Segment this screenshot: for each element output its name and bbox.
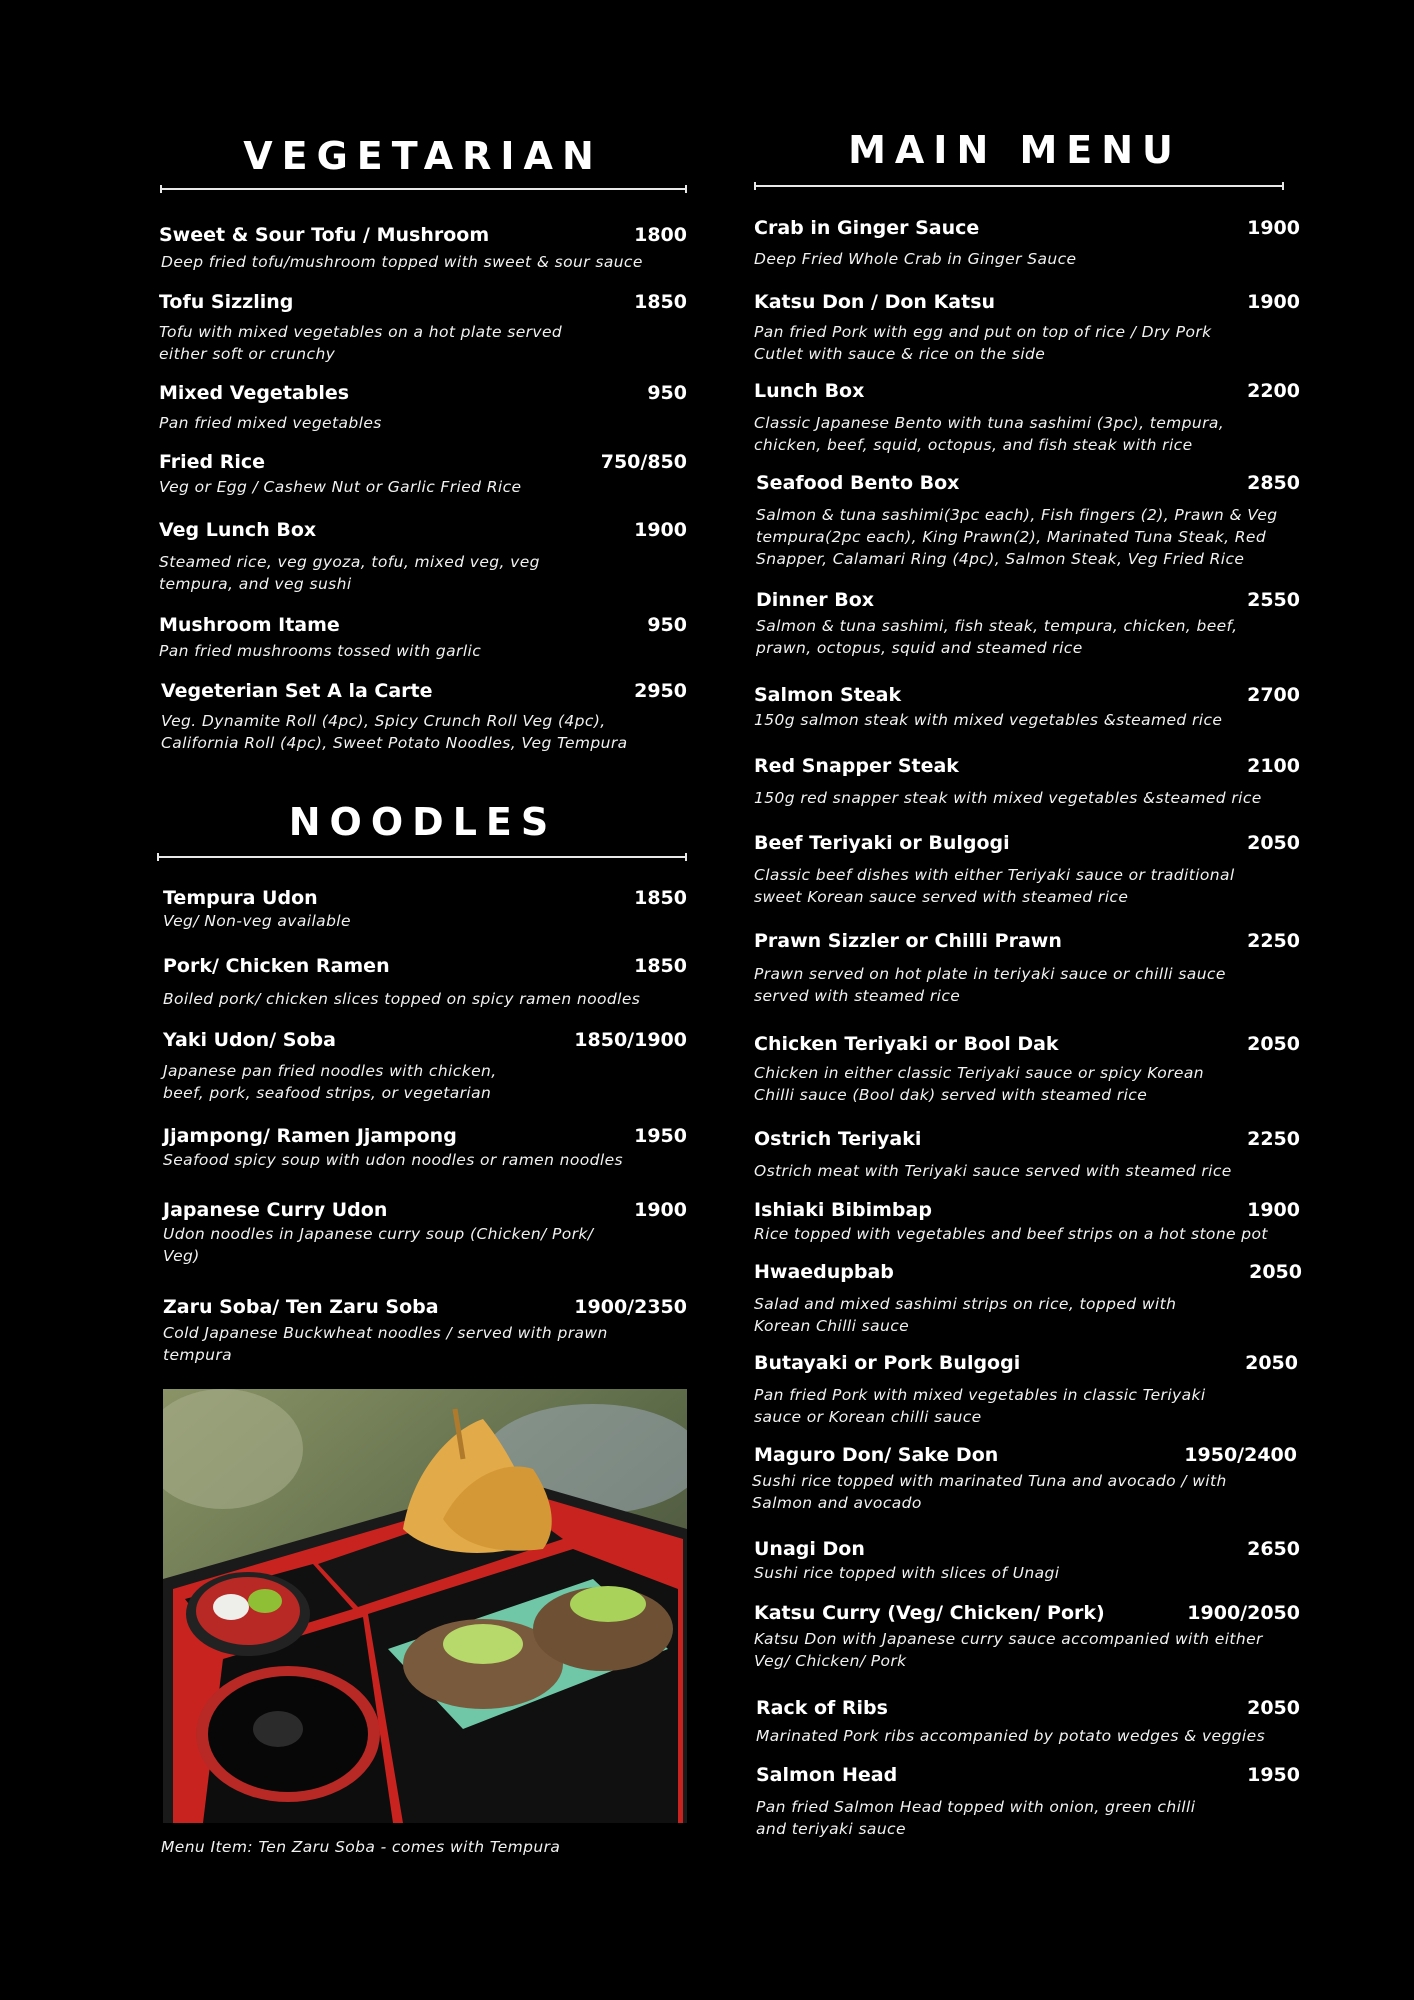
menu-item xyxy=(159,291,687,365)
item-price: 1900 xyxy=(1247,291,1300,313)
menu-item xyxy=(163,887,687,932)
item-price: 2950 xyxy=(634,680,687,702)
item-price: 950 xyxy=(647,614,687,636)
item-description: Deep Fried Whole Crab in Ginger Sauce xyxy=(754,250,1077,268)
vegetarian-divider xyxy=(160,188,687,190)
item-price: 2050 xyxy=(1247,832,1300,854)
item-name: Hwaedupbab xyxy=(754,1261,894,1283)
main-menu-divider xyxy=(754,185,1284,187)
item-price: 1950 xyxy=(1247,1764,1300,1786)
item-name: Beef Teriyaki or Bulgogi xyxy=(754,832,1010,854)
noodles-title: NOODLES xyxy=(288,800,558,844)
item-name: Maguro Don/ Sake Don xyxy=(754,1444,999,1466)
item-name: Salmon Steak xyxy=(754,684,902,706)
item-description: Pan fried mushrooms tossed with garlic xyxy=(159,642,482,660)
item-name: Dinner Box xyxy=(756,589,874,611)
item-name: Japanese Curry Udon xyxy=(163,1199,388,1221)
menu-item xyxy=(754,1538,1300,1584)
item-price: 1900 xyxy=(634,1199,687,1221)
item-name: Jjampong/ Ramen Jjampong xyxy=(163,1125,457,1147)
item-description: Salmon & tuna sashimi(3pc each), Fish fingers (2), Prawn & Veg tempura(2pc each), King Prawn(2), Marinated Tuna Steak, Red Snapper, Calamari Ring (4pc), Salmon Steak, Veg Fried Rice xyxy=(756,506,1278,568)
item-name: Katsu Curry (Veg/ Chicken/ Pork) xyxy=(754,1602,1105,1624)
item-name: Seafood Bento Box xyxy=(756,472,960,494)
item-price: 2050 xyxy=(1249,1261,1302,1283)
item-price: 2550 xyxy=(1247,589,1300,611)
item-price: 2200 xyxy=(1247,380,1300,402)
menu-item xyxy=(159,224,687,273)
item-name: Red Snapper Steak xyxy=(754,755,959,777)
item-description: Japanese pan fried noodles with chicken, beef, pork, seafood strips, or vegetarian xyxy=(163,1062,497,1102)
item-price: 1800 xyxy=(634,224,687,246)
main-menu-title: MAIN MENU xyxy=(848,128,1182,172)
item-name: Ishiaki Bibimbap xyxy=(754,1199,932,1221)
item-price: 2050 xyxy=(1245,1352,1298,1374)
item-price: 2050 xyxy=(1247,1697,1300,1719)
menu-item xyxy=(754,1199,1300,1245)
menu-item xyxy=(754,291,1300,365)
item-price: 1900 xyxy=(1247,1199,1300,1221)
item-price: 1900 xyxy=(634,519,687,541)
item-price: 1900 xyxy=(1247,217,1300,239)
item-description: Deep fried tofu/mushroom topped with sweet & sour sauce xyxy=(161,253,643,271)
menu-item xyxy=(754,1602,1300,1672)
item-price: 2250 xyxy=(1247,930,1300,952)
menu-item xyxy=(163,1029,687,1104)
menu-item xyxy=(159,382,687,434)
noodles-divider xyxy=(157,856,687,858)
item-description: Cold Japanese Buckwheat noodles / served with prawn tempura xyxy=(163,1324,608,1364)
item-name: Tempura Udon xyxy=(163,887,318,909)
menu-item xyxy=(754,1261,1302,1337)
item-name: Unagi Don xyxy=(754,1538,865,1560)
menu-item xyxy=(754,1444,1297,1514)
menu-item xyxy=(756,1764,1300,1840)
menu-item xyxy=(754,755,1300,809)
item-name: Veg Lunch Box xyxy=(159,519,317,541)
item-price: 950 xyxy=(647,382,687,404)
menu-item xyxy=(159,614,687,662)
item-description: Pan fried Pork with mixed vegetables in classic Teriyaki sauce or Korean chilli sauce xyxy=(754,1386,1206,1426)
menu-item xyxy=(756,589,1300,659)
item-description: Udon noodles in Japanese curry soup (Chicken/ Pork/ Veg) xyxy=(163,1225,594,1265)
item-name: Ostrich Teriyaki xyxy=(754,1128,922,1150)
item-name: Katsu Don / Don Katsu xyxy=(754,291,996,313)
menu-item xyxy=(161,680,687,754)
menu-item xyxy=(163,1296,687,1366)
item-name: Zaru Soba/ Ten Zaru Soba xyxy=(163,1296,439,1318)
menu-item xyxy=(163,1125,687,1171)
item-name: Prawn Sizzler or Chilli Prawn xyxy=(754,930,1062,952)
item-name: Rack of Ribs xyxy=(756,1697,888,1719)
item-name: Crab in Ginger Sauce xyxy=(754,217,980,239)
item-description: 150g salmon steak with mixed vegetables &steamed rice xyxy=(754,711,1223,729)
item-name: Lunch Box xyxy=(754,380,865,402)
item-price: 2100 xyxy=(1247,755,1300,777)
item-name: Yaki Udon/ Soba xyxy=(163,1029,336,1051)
item-description: Pan fried Pork with egg and put on top of rice / Dry Pork Cutlet with sauce & rice on the side xyxy=(754,323,1212,363)
item-description: Rice topped with vegetables and beef strips on a hot stone pot xyxy=(754,1225,1268,1243)
vegetarian-title: VEGETARIAN xyxy=(243,134,603,178)
item-name: Vegeterian Set A la Carte xyxy=(161,680,433,702)
item-description: Classic beef dishes with either Teriyaki sauce or traditional sweet Korean sauce served with steamed rice xyxy=(754,866,1235,906)
item-description: Veg. Dynamite Roll (4pc), Spicy Crunch Roll Veg (4pc), California Roll (4pc), Sweet Potato Noodles, Veg Tempura xyxy=(161,712,628,752)
item-description: Boiled pork/ chicken slices topped on spicy ramen noodles xyxy=(163,990,641,1008)
menu-item xyxy=(754,1352,1298,1428)
item-description: Salad and mixed sashimi strips on rice, topped with Korean Chilli sauce xyxy=(754,1295,1177,1335)
menu-item xyxy=(159,519,687,595)
item-description: Marinated Pork ribs accompanied by potato wedges & veggies xyxy=(756,1727,1266,1745)
item-price: 750/850 xyxy=(600,451,687,473)
item-description: Sushi rice topped with slices of Unagi xyxy=(754,1564,1060,1582)
item-price: 1850 xyxy=(634,291,687,313)
item-price: 1950/2400 xyxy=(1184,1444,1297,1466)
item-name: Pork/ Chicken Ramen xyxy=(163,955,390,977)
menu-item xyxy=(754,1033,1300,1106)
item-name: Salmon Head xyxy=(756,1764,898,1786)
item-description: Pan fried mixed vegetables xyxy=(159,414,382,432)
item-price: 2650 xyxy=(1247,1538,1300,1560)
item-description: Prawn served on hot plate in teriyaki sauce or chilli sauce served with steamed rice xyxy=(754,965,1226,1005)
item-price: 2050 xyxy=(1247,1033,1300,1055)
item-name: Fried Rice xyxy=(159,451,266,473)
menu-item xyxy=(163,1199,687,1267)
item-price: 1850 xyxy=(634,887,687,909)
item-price: 1950 xyxy=(634,1125,687,1147)
item-description: Sushi rice topped with marinated Tuna and avocado / with Salmon and avocado xyxy=(752,1472,1227,1512)
item-price: 1900/2050 xyxy=(1187,1602,1300,1624)
menu-item xyxy=(159,451,687,498)
item-description: Pan fried Salmon Head topped with onion, green chilli and teriyaki sauce xyxy=(756,1798,1196,1838)
item-price: 1850/1900 xyxy=(574,1029,687,1051)
photo-caption: Menu Item: Ten Zaru Soba - comes with Tempura xyxy=(161,1838,561,1856)
menu-item xyxy=(754,1128,1300,1182)
item-description: Classic Japanese Bento with tuna sashimi (3pc), tempura, chicken, beef, squid, octopus, and fish steak with rice xyxy=(754,414,1225,454)
menu-item xyxy=(163,955,687,1010)
menu-item xyxy=(756,472,1300,570)
item-name: Mushroom Itame xyxy=(159,614,340,636)
item-description: 150g red snapper steak with mixed vegetables &steamed rice xyxy=(754,789,1262,807)
ten-zaru-soba-photo xyxy=(163,1389,687,1823)
item-description: Steamed rice, veg gyoza, tofu, mixed veg, veg tempura, and veg sushi xyxy=(159,553,540,593)
menu-item xyxy=(754,832,1300,908)
item-price: 1850 xyxy=(634,955,687,977)
menu-item xyxy=(754,930,1300,1007)
item-description: Salmon & tuna sashimi, fish steak, tempura, chicken, beef, prawn, octopus, squid and steamed rice xyxy=(756,617,1238,657)
item-name: Tofu Sizzling xyxy=(159,291,294,313)
item-description: Tofu with mixed vegetables on a hot plate served either soft or crunchy xyxy=(159,323,563,363)
item-price: 1900/2350 xyxy=(574,1296,687,1318)
item-price: 2850 xyxy=(1247,472,1300,494)
menu-item xyxy=(756,1697,1300,1747)
item-name: Mixed Vegetables xyxy=(159,382,350,404)
item-price: 2250 xyxy=(1247,1128,1300,1150)
item-description: Seafood spicy soup with udon noodles or ramen noodles xyxy=(163,1151,624,1169)
item-name: Butayaki or Pork Bulgogi xyxy=(754,1352,1021,1374)
item-name: Chicken Teriyaki or Bool Dak xyxy=(754,1033,1059,1055)
item-description: Veg/ Non-veg available xyxy=(163,912,351,930)
item-description: Ostrich meat with Teriyaki sauce served with steamed rice xyxy=(754,1162,1232,1180)
item-name: Sweet & Sour Tofu / Mushroom xyxy=(159,224,490,246)
item-description: Katsu Don with Japanese curry sauce accompanied with either Veg/ Chicken/ Pork xyxy=(754,1630,1263,1670)
menu-item xyxy=(754,217,1300,270)
item-price: 2700 xyxy=(1247,684,1300,706)
menu-item xyxy=(754,380,1300,456)
item-description: Chicken in either classic Teriyaki sauce or spicy Korean Chilli sauce (Bool dak) served with steamed rice xyxy=(754,1064,1204,1104)
menu-item xyxy=(754,684,1300,731)
item-description: Veg or Egg / Cashew Nut or Garlic Fried Rice xyxy=(159,478,522,496)
